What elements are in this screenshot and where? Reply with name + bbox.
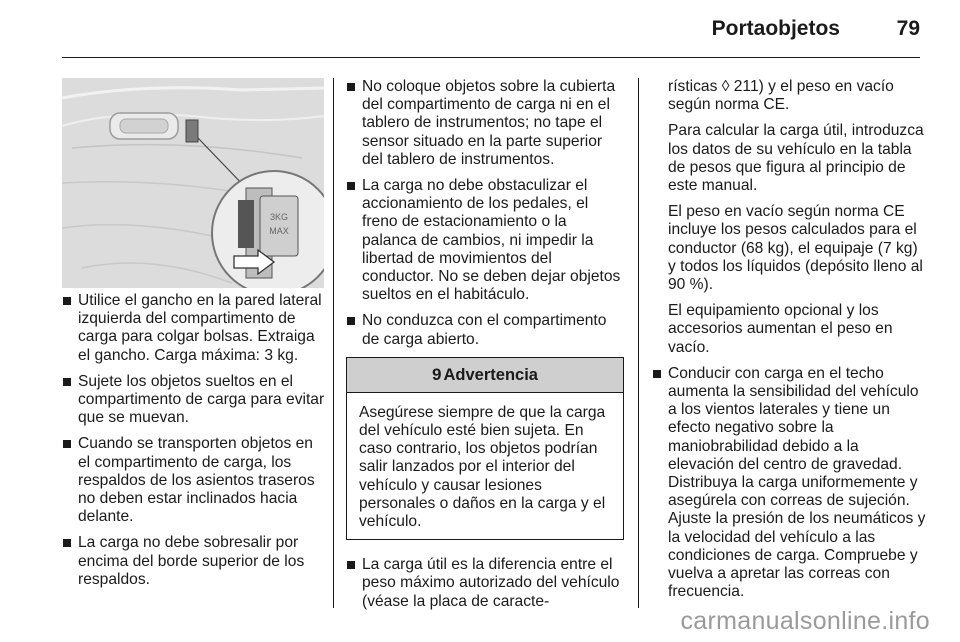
cargo-hook-drawing (62, 78, 324, 288)
list-item: Utilice el gancho en la pared lateral izquierda del compartimento de carga para colgar bolsas. Extraiga el gancho. Carga máxima: 3 kg. (62, 292, 325, 365)
page-title: Portaobjetos (711, 17, 840, 40)
list-item: No coloque objetos sobre la cubierta del compartimento de carga ni en el tablero de instrumentos; no tape el sensor situado en la parte superior del tablero de instrumentos. (346, 78, 624, 169)
warning-title: Advertencia (443, 365, 538, 384)
cargo-hook-illustration (62, 78, 324, 288)
column-3 (652, 78, 926, 609)
column-divider (638, 78, 639, 608)
watermark: carmanualsonline.info (680, 607, 930, 635)
list-item: La carga útil es la diferencia entre el peso máximo autorizado del vehículo (véase la placa de caracte- (346, 556, 624, 611)
hook-max-label: 3KG MAX (269, 212, 289, 236)
list-item: La carga no debe sobresalir por encima del borde superior de los respaldos. (62, 534, 325, 589)
paragraph: El peso en vacío según norma CE incluye los pesos calculados para el conductor (68 kg), el equipaje (7 kg) y todos los líquidos (depósito lleno al 90 %). (668, 203, 923, 294)
column-1 (62, 292, 325, 597)
page-number: 79 (896, 17, 920, 40)
list-item: Sujete los objetos sueltos en el compartimento de carga para evitar que se muevan. (62, 373, 325, 428)
list-item: No conduzca con el compartimento de carga abierto. (346, 312, 624, 348)
list-item: La carga no debe obstaculizar el accionamiento de los pedales, el freno de estacionamiento o la palanca de cambios, ni impedir la libertad de movimientos del conductor. No se deben dejar objetos sueltos en el habitáculo. (346, 177, 624, 304)
warning-text: Asegúrese siempre de que la carga del vehículo esté bien sujeta. En caso contrario, los objetos podrían salir lanzados por el interior del vehículo y causar lesiones personales o daños en la carga y el vehículo. (359, 403, 606, 531)
paragraph: El equipamiento opcional y los accesorios aumentan el peso en vacío. (668, 302, 893, 356)
column-divider (333, 78, 334, 608)
column-2 (346, 78, 624, 619)
paragraph: rísticas ◊ 211) y el peso en vacío según norma CE. (668, 78, 894, 114)
warning-header (347, 358, 623, 393)
list-item: Conducir con carga en el techo aumenta la sensibilidad del vehículo a los vientos laterales y tiene un efecto negativo sobre la maniobrabilidad debido a la elevación del centro de gravedad. Distribuya la carga uniformemente y asegúrela con correas de sujeción. Ajuste la presión de los neumáticos y la velocidad del vehículo a las condiciones de carga. Compruebe y vuelva a apretar las correas con frecuencia. (652, 365, 926, 602)
warning-box (346, 357, 624, 540)
page-header (62, 0, 920, 58)
paragraph: Para calcular la carga útil, introduzca los datos de su vehículo en la tabla de pesos que figura al principio de este manual. (668, 122, 924, 195)
list-item: Cuando se transporten objetos en el compartimento de carga, los respaldos de los asientos traseros no deben estar inclinados hacia delante. (62, 435, 325, 526)
warning-icon: 9 (432, 364, 442, 384)
